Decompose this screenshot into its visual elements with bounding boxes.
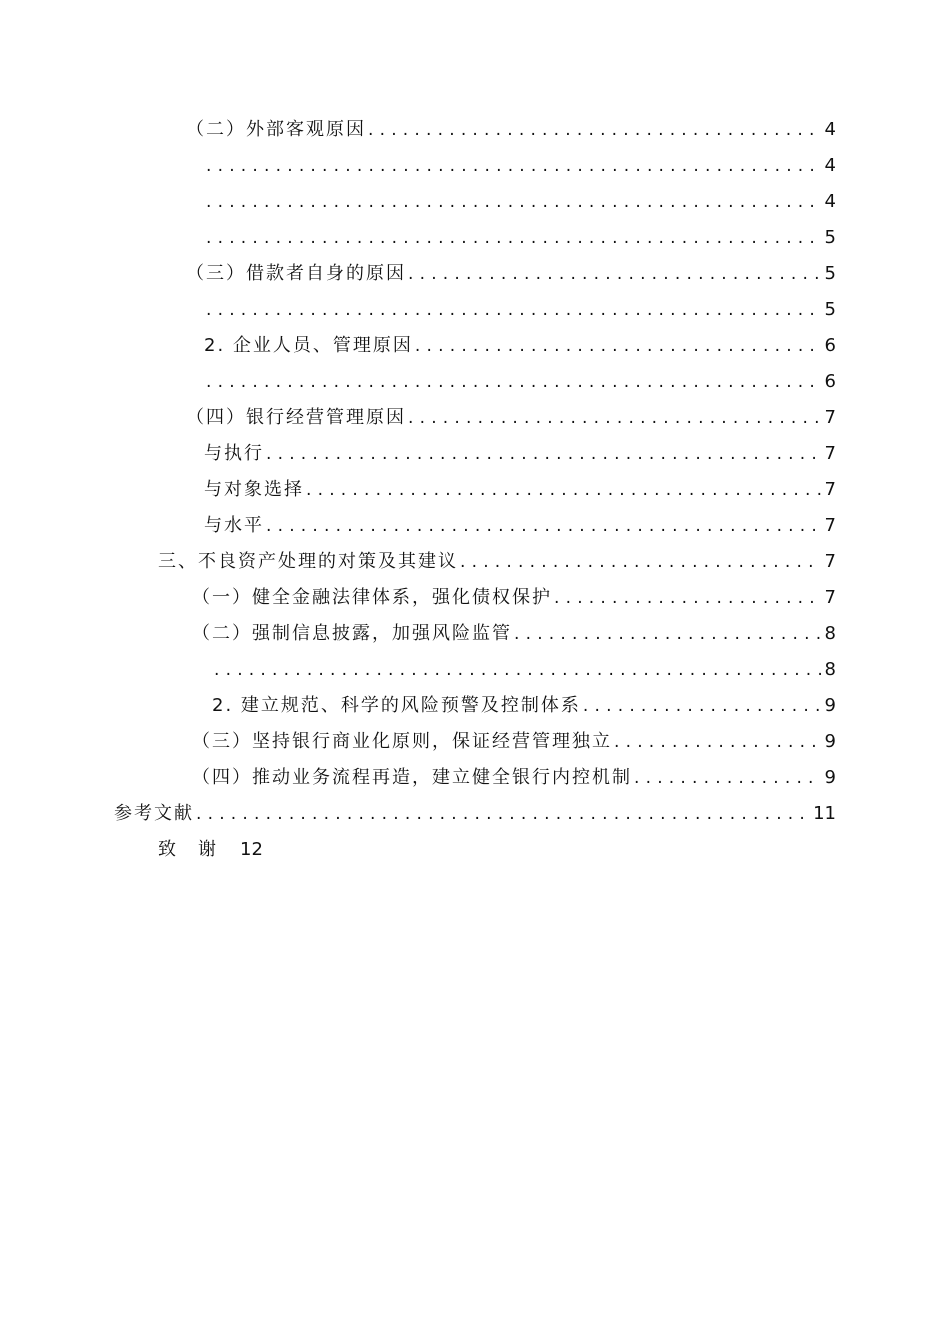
dot-leader [206,191,821,213]
dot-leader [408,407,821,429]
dot-leader [206,155,821,177]
toc-entry-label: （一）健全金融法律体系，强化债权保护 [192,587,552,608]
dot-leader [206,299,821,321]
toc-entry[interactable] [192,761,836,789]
dot-leader [614,731,821,753]
dot-leader [368,119,821,141]
toc-entry[interactable] [204,185,836,213]
dot-leader [415,335,821,357]
toc-entry-page: 7 [824,587,836,608]
toc-entry-page: 4 [824,119,836,140]
toc-entry-page: 5 [824,263,836,284]
toc-entry-page: 5 [824,299,836,320]
toc-entry-label: 与执行 [204,443,264,464]
dot-leader [460,551,821,573]
dot-leader [583,695,821,717]
dot-leader [196,803,809,825]
toc-entry-page: 7 [824,443,836,464]
toc-entry-page: 4 [824,191,836,212]
toc-entry-label: 2. 企业人员、管理原因 [204,335,413,356]
toc-entry-page: 7 [824,407,836,428]
toc-entry-page: 7 [824,515,836,536]
dot-leader [634,767,821,789]
dot-leader [554,587,821,609]
toc-entry-label: 2. 建立规范、科学的风险预警及控制体系 [212,695,581,716]
toc-entry[interactable] [192,581,836,609]
toc-entry[interactable] [192,617,836,645]
dot-leader [408,263,821,285]
dot-leader [306,479,821,501]
toc-entry[interactable] [204,293,836,321]
toc-entry-label: 参考文献 [114,803,194,824]
toc-entry-page: 8 [824,623,836,644]
toc-entry[interactable] [186,113,836,141]
toc-entry[interactable] [204,329,836,357]
toc-entry-label: 三、不良资产处理的对策及其建议 [158,551,458,572]
dot-leader [206,227,821,249]
toc-entry[interactable] [204,221,836,249]
toc-entry[interactable] [186,401,836,429]
toc-entry-page: 5 [824,227,836,248]
toc-entry-page: 4 [824,155,836,176]
toc-entry-page: 9 [824,767,836,788]
toc-entry[interactable] [192,725,836,753]
toc-entry[interactable] [204,473,836,501]
toc-entry-label: （二）强制信息披露，加强风险监管 [192,623,512,644]
toc-entry[interactable] [204,365,836,393]
toc-entry-page: 8 [824,659,836,680]
toc-entry-page: 9 [824,731,836,752]
toc-entry-page: 7 [824,479,836,500]
toc-entry-page: 11 [813,803,836,824]
toc-entry-label: 与对象选择 [204,479,304,500]
toc-entry[interactable] [212,689,836,717]
toc-entry-acknowledgement[interactable] [158,833,263,861]
toc-entry-page: 7 [824,551,836,572]
toc-entry-label: （二）外部客观原因 [186,119,366,140]
dot-leader [266,515,821,537]
toc-entry-label: 与水平 [204,515,264,536]
toc-entry-label: （四）推动业务流程再造，建立健全银行内控机制 [192,767,632,788]
dot-leader [214,659,821,681]
dot-leader [514,623,821,645]
dot-leader [266,443,821,465]
toc-entry-label: （三）坚持银行商业化原则，保证经营管理独立 [192,731,612,752]
toc-entry-label: （三）借款者自身的原因 [186,263,406,284]
toc-entry-page: 9 [824,695,836,716]
toc-entry[interactable] [204,437,836,465]
dot-leader [206,371,821,393]
toc-entry-page: 6 [824,335,836,356]
toc-entry[interactable] [204,149,836,177]
toc-entry-page: 12 [240,839,263,860]
toc-entry-references[interactable] [114,797,836,825]
toc-entry[interactable] [186,257,836,285]
toc-entry[interactable] [212,653,836,681]
toc-entry-label: 致谢 [158,839,238,860]
toc-entry[interactable] [204,509,836,537]
toc-entry-page: 6 [824,371,836,392]
toc-entry-label: （四）银行经营管理原因 [186,407,406,428]
toc-entry[interactable] [158,545,836,573]
